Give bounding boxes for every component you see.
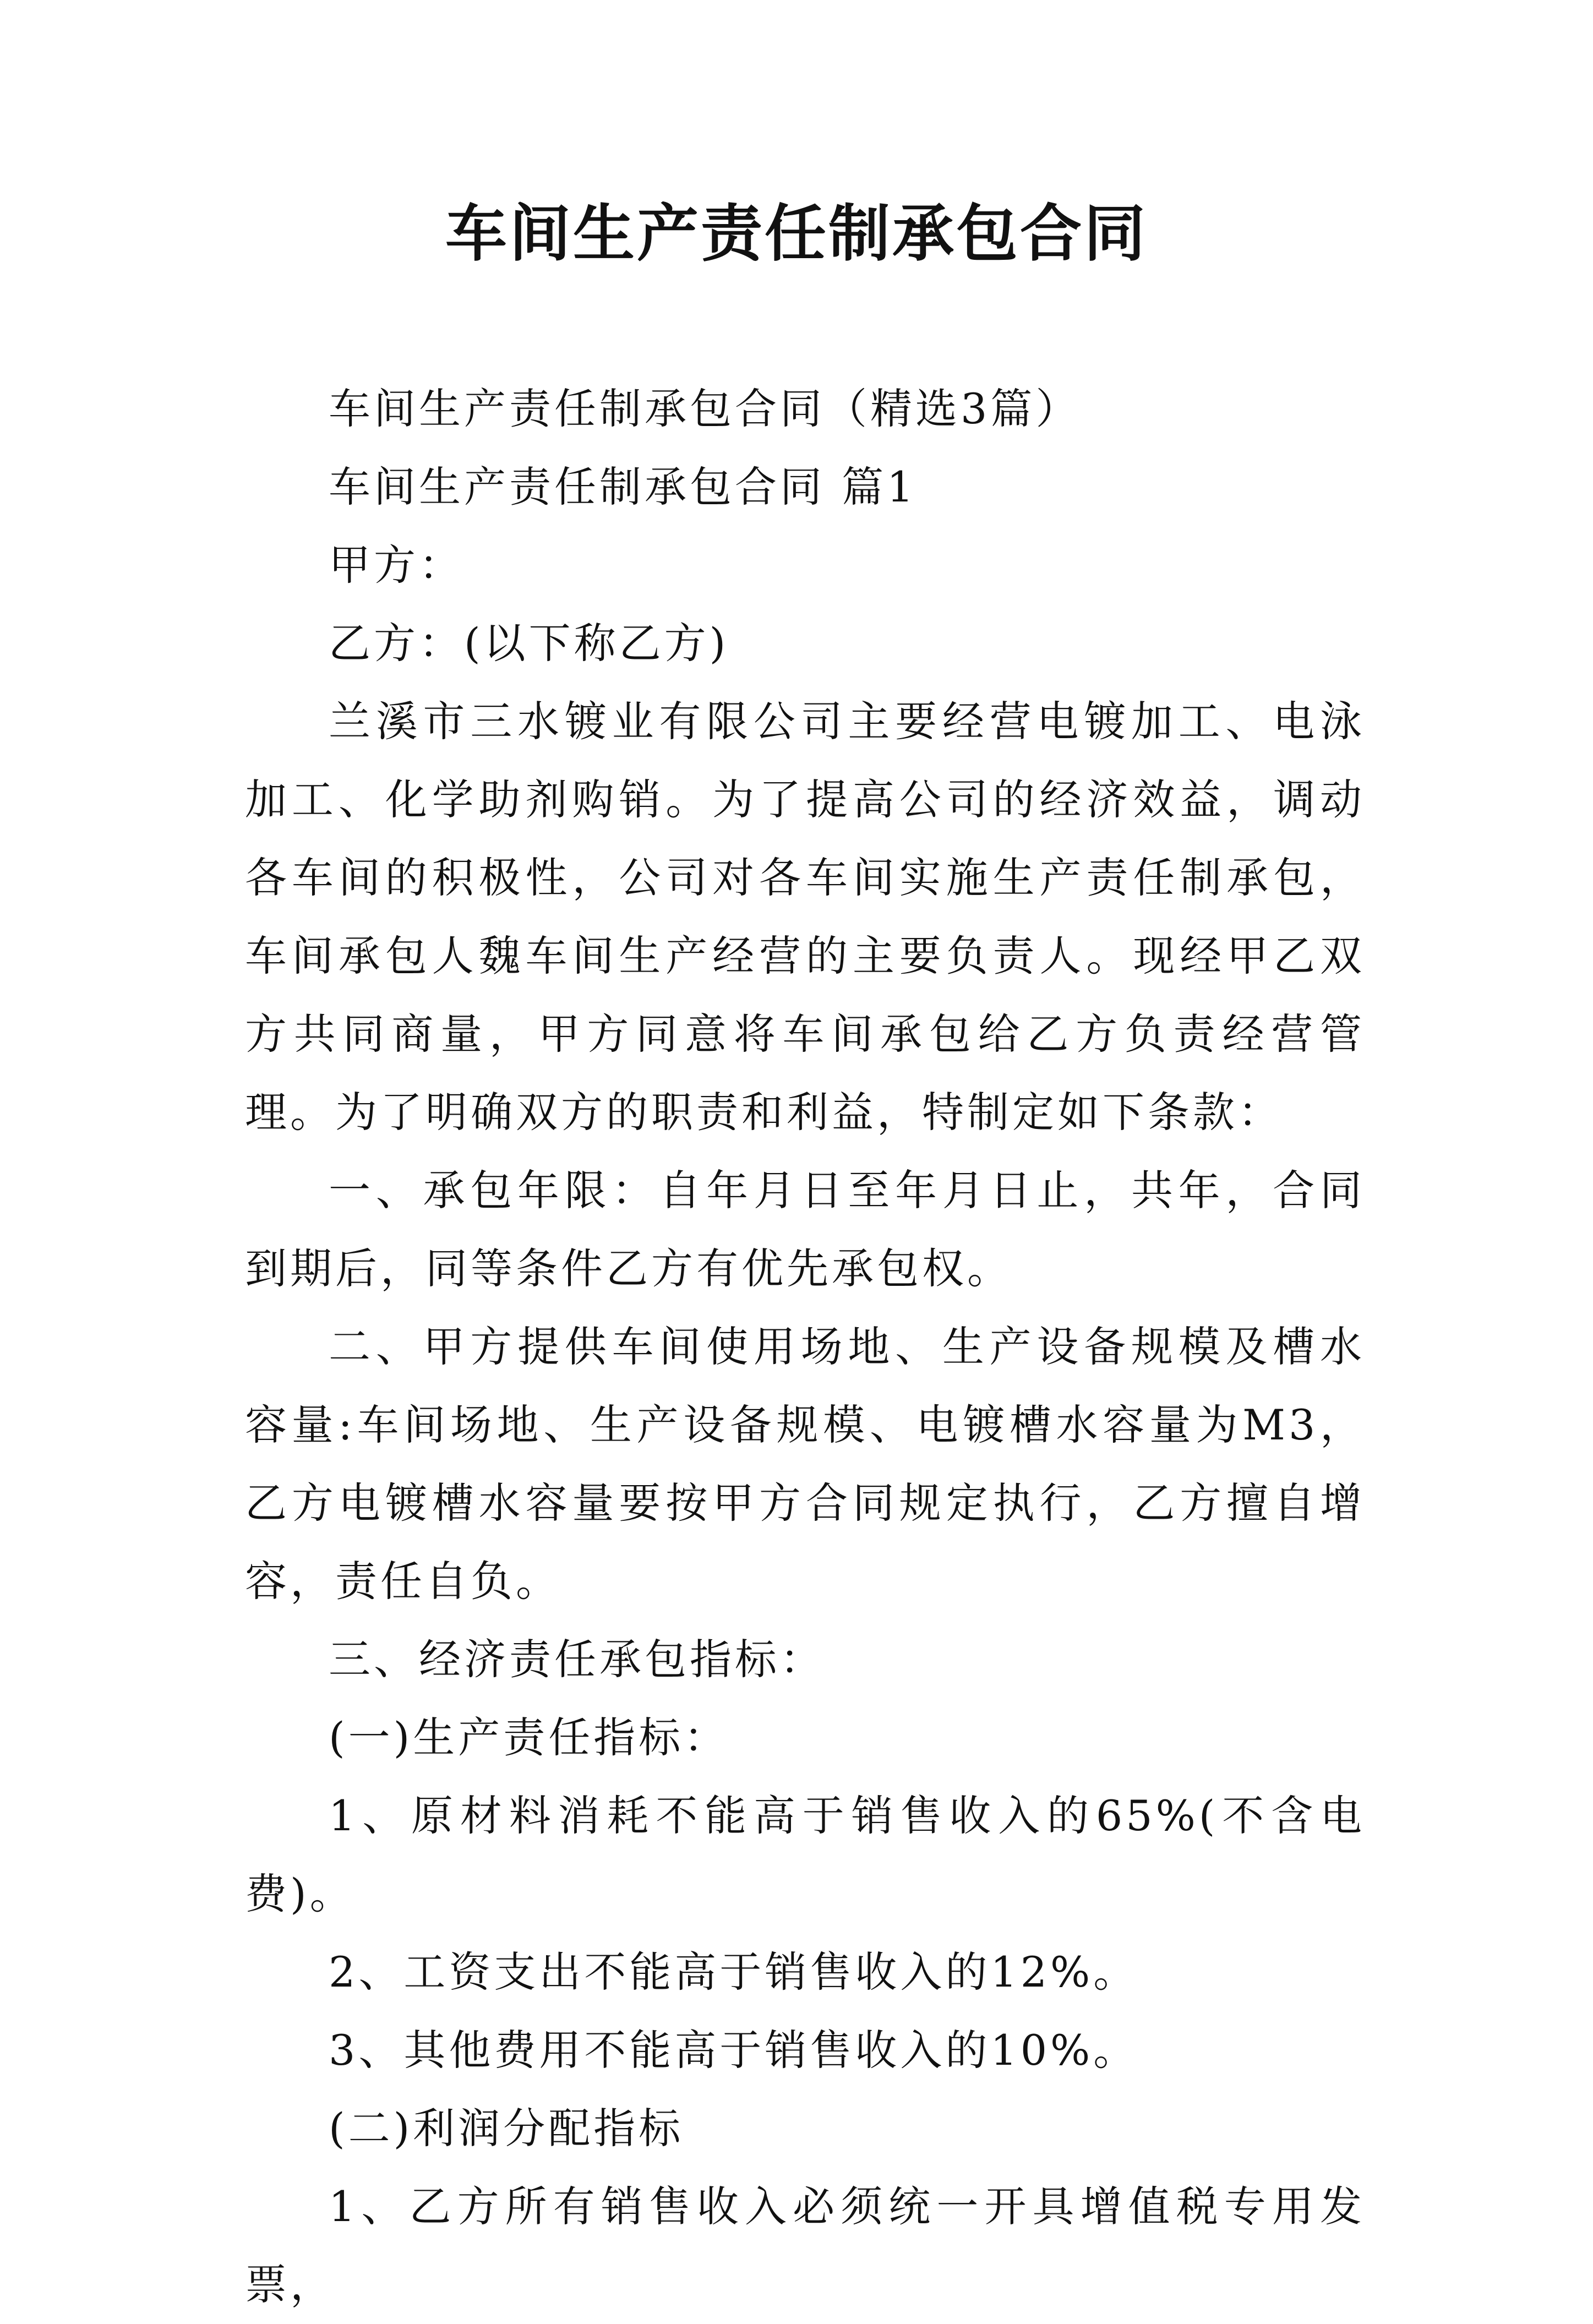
paragraph-section-title: 车间生产责任制承包合同 篇1 — [329, 462, 917, 511]
paragraph-clause-1: 一、承包年限：自年月日至年月日止，共年，合同到期后，同等条件乙方有优先承包权。 — [245, 1166, 1365, 1293]
paragraph-doc-heading: 车间生产责任制承包合同（精选3篇） — [329, 384, 1081, 433]
paragraph-subsection-1: (一)生产责任指标： — [329, 1713, 729, 1762]
document-body — [245, 370, 1365, 2324]
paragraph-clause-2: 二、甲方提供车间使用场地、生产设备规模及槽水容量:车间场地、生产设备规模、电镀槽水容量为M3，乙方电镀槽水容量要按甲方合同规定执行，乙方擅自增容，责任自负。 — [245, 1322, 1365, 1606]
paragraph-item-1: 1、原材料消耗不能高于销售收入的65%(不含电费)。 — [245, 1791, 1365, 1918]
paragraph-item-4: 1、乙方所有销售收入必须统一开具增值税专用发票， — [245, 2182, 1365, 2309]
paragraph-item-3: 3、其他费用不能高于销售收入的10%。 — [329, 2026, 1139, 2075]
paragraph-party-b: 乙方：(以下称乙方) — [329, 619, 729, 668]
paragraph-clause-3: 三、经济责任承包指标： — [329, 1635, 825, 1684]
paragraph-subsection-2: (二)利润分配指标 — [329, 2104, 684, 2153]
document-title: 车间生产责任制承包合同 — [445, 198, 1148, 270]
paragraph-party-a: 甲方： — [329, 541, 464, 590]
paragraph-intro: 兰溪市三水镀业有限公司主要经营电镀加工、电泳加工、化学助剂购销。为了提高公司的经济效益，调动各车间的积极性，公司对各车间实施生产责任制承包，车间承包人魏车间生产经营的主要负责人。现经甲乙双方共同商量，甲方同意将车间承包给乙方负责经营管理。为了明确双方的职责和利益，特制定如下条款： — [245, 697, 1365, 1137]
paragraph-item-2: 2、工资支出不能高于销售收入的12%。 — [329, 1947, 1139, 1996]
